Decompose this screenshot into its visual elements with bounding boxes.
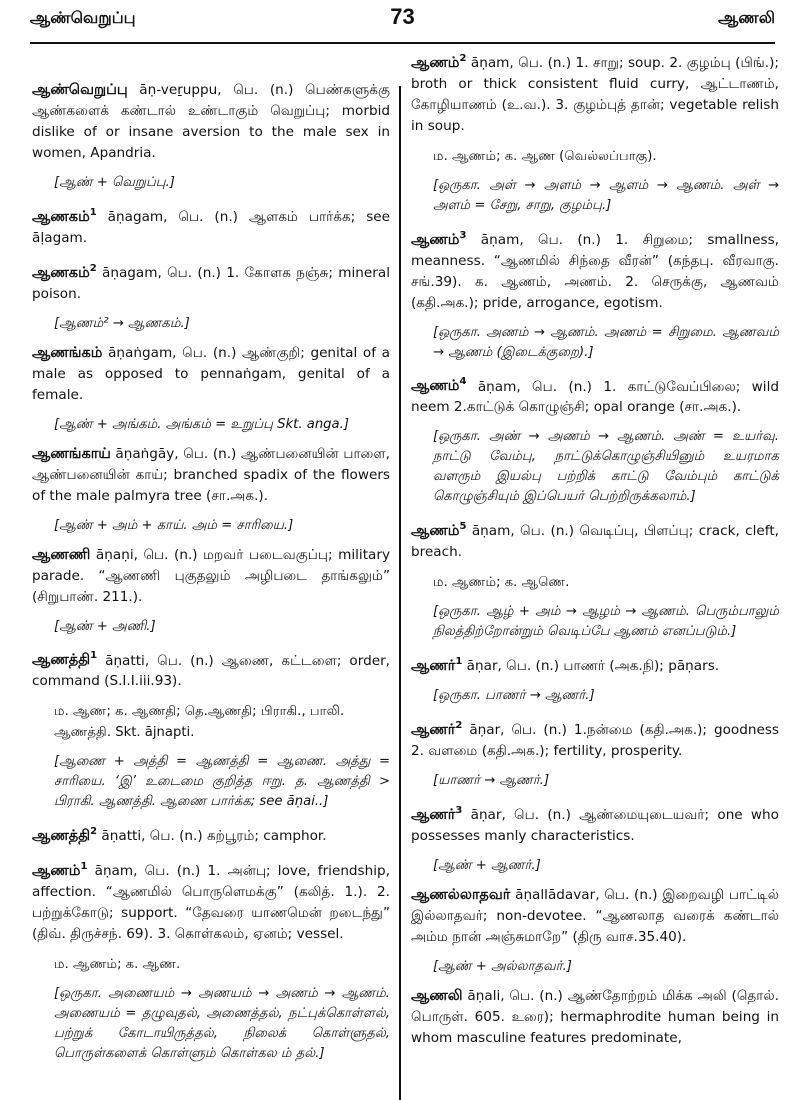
etymology-note: [ஆணம்² → ஆணகம்.]: [54, 315, 190, 331]
etymology-note: [ஒருகா. அள் → அளம் → ஆளம் → ஆணம். அள் → அளம் = சேறு, சாறு, குழம்பு.]: [433, 177, 779, 213]
definition: āṇam, பெ. (n.) 1. காட்டுவேப்பிலை; wild neem 2.காட்டுக் கொழுஞ்சி; opal orange (சா.அக.).: [411, 378, 779, 416]
dictionary-entry: [411, 48, 779, 137]
dictionary-entry: [32, 444, 390, 507]
page-number: 73: [390, 4, 415, 29]
header-rule: [30, 42, 775, 44]
definition: āṇaṅgam, பெ. (n.) ஆண்குறி; genital of a male as opposed to pennaṅgam, genital of a female.: [32, 344, 390, 403]
definition: āṇar, பெ. (n.) ஆண்மையுடையவர்; one who possesses manly characteristics.: [411, 806, 779, 844]
definition: āṇar, பெ. (n.) 1.நன்மை (கதி.அக.); goodness 2. வளமை (கதி.அக.); fertility, prosperity.: [411, 721, 780, 759]
definition: āṇagam, பெ. (n.) 1. கோளக நஞ்சு; mineral poison.: [32, 264, 390, 302]
etymology-note: [ஆண் + அணி.]: [54, 618, 156, 634]
right-column: [411, 48, 779, 1058]
headword: ஆண்வெறுப்பு: [32, 82, 128, 98]
etymology-note: [ஒருகா. அண் → அணம் → ஆணம். அண் = உயர்வு. நாட்டு வேம்பு, நாட்டுக்கொழுஞ்சியினும் உயரமாக வளரும் இயல்பு பற்றிக் காட்டு வேம்பும் காட்டுக் கொழுஞ்சியும் இப்பெயர் பெற்றிருக்கலாம்.]: [433, 429, 779, 505]
headword: ஆணம்$^5$: [411, 521, 467, 540]
definition: āṇagam, பெ. (n.) ஆளகம் பார்க்க; see āḷagam.: [32, 208, 391, 246]
definition: āṇam, பெ. (n.) 1. சாறு; soup. 2. குழம்பு (பிங்.); broth or thick consistent fluid curry, ஆட்டாணம், கோழியாணம் (உ.வ.). 3. குழம்புத் தான்; vegetable relish in soup.: [411, 54, 779, 134]
definition: āṇaṅgāy, பெ. (n.) ஆண்பனையின் பாளை, ஆண்பனையின் காய்; branched spadix of the flowers of the male palmyra tree (சா.அக.).: [32, 445, 391, 504]
dictionary-entry: [411, 372, 779, 419]
headword: ஆணல்லாதவர்: [411, 886, 511, 903]
headword: ஆணர்$^1$: [411, 656, 463, 675]
headword: ஆணலி: [411, 987, 463, 1004]
etymology-note: [ஆணை + அத்தி = ஆணத்தி = ஆணை. அத்து = சாரியை. ‘இ’ உடைமை குறித்த ஈறு. த. ஆணத்தி > பிராகி. ஆணத்தி. ஆணை பார்க்க; see āṇai..]: [54, 754, 390, 810]
dictionary-entry: [411, 516, 779, 563]
dictionary-entry: [32, 821, 390, 847]
cognates-line: ம. ஆணம்; க. ஆணெ.: [433, 575, 570, 591]
headword: ஆணம்$^1$: [32, 861, 88, 880]
dictionary-entry: [32, 646, 390, 693]
definition: āṇatti, பெ. (n.) கற்பூரம்; camphor.: [101, 828, 327, 845]
headword: ஆணங்கம்: [32, 344, 103, 361]
column-divider: [399, 86, 401, 1100]
etymology-note: [ஆண் + ஆணர்.]: [433, 857, 541, 873]
dictionary-entry: [411, 715, 779, 762]
headword: ஆணகம்$^1$: [32, 207, 97, 225]
headword: ஆணத்தி$^1$: [32, 650, 98, 669]
headword: ஆணத்தி$^2$: [32, 826, 98, 845]
etymology-note: [ஒருகா. பாணர் → ஆணர்.]: [433, 688, 595, 704]
etymology-note: [ஒருகா. அணம் → ஆணம். அணம் = சிறுமை. ஆணவம் → ஆணம் (இடைக்குறை).]: [433, 324, 779, 360]
etymology-note: [ஒருகா. அணையம் → அணயம் → அணம் → ஆணம். அணையம் = தழுவுதல், அணைத்தல், நட்புக்கொள்ளல், பற்றுக் கோடாயிருத்தல், நிலைக் கொள்ளுதல், பொருள்களைக் கொள்ளும் கொள்கல ம் தல்.]: [54, 986, 390, 1062]
dictionary-entry: [32, 545, 390, 608]
definition: āṇ-veṟuppu, பெ. (n.) பெண்களுக்கு ஆண்களைக் கண்டால் உண்டாகும் வெறுப்பு; morbid dislike of or insane aversion to the male sex in women, Apandria.: [32, 82, 390, 161]
dictionary-entry: [32, 856, 390, 945]
etymology-note: [யாணர் → ஆணர்.]: [433, 772, 550, 788]
definition: āṇallādavar, பெ. (n.) இறைவழி பாட்டில் இல்லாதவர்; non-devotee. “ஆணலாத வரைக் கண்டால் அம்ம நான் அஞ்சுமாறே” (திரு வாச.35.40).: [411, 886, 779, 945]
dictionary-entry: [411, 225, 779, 314]
definition: āṇam, பெ. (n.) 1. அன்பு; love, friendship, affection. “ஆணமில் பொருளெமக்கு” (கலித். 1.). 2. பற்றுக்கோடு; support. “தேவரை யாணமென் றடைந்து” (திவ். திருச்சந். 69). 3. கொள்கலம், ஏனம்; vessel.: [32, 863, 390, 943]
dictionary-entry: [411, 651, 779, 677]
left-column: [32, 80, 390, 1073]
dictionary-entry: [411, 885, 779, 948]
cognates-line: ம. ஆணம்; க. ஆண.: [54, 957, 181, 973]
etymology-note: [ஒருகா. ஆழ் + அம் → ஆழம் → ஆணம். பெரும்பாலும் நிலத்திற்றோன்றும் வெடிப்பே ஆணம் எனப்படும்.]: [433, 604, 779, 640]
dictionary-entry: [32, 202, 390, 249]
definition: āṇam, பெ. (n.) வெடிப்பு, பிளப்பு; crack, cleft, breach.: [411, 523, 779, 561]
definition: āṇar, பெ. (n.) பாணர் (அக.நி); pāṇars.: [466, 658, 720, 675]
dictionary-entry: [32, 343, 390, 406]
dictionary-entry: [411, 986, 779, 1049]
cognates-line: ம. ஆணம்; க. ஆண (வெல்லப்பாகு).: [433, 148, 657, 164]
headword: ஆணகம்$^2$: [32, 262, 97, 281]
dictionary-entry: [411, 800, 779, 847]
definition: āṇali, பெ. (n.) ஆண்தோற்றம் மிக்க அலி (தொல். பொருள். 605. உரை); hermaphrodite human being in whom masculine features predominate,: [411, 987, 779, 1046]
definition: āṇatti, பெ. (n.) ஆணை, கட்டளை; order, command (S.I.I.iii.93).: [32, 652, 390, 690]
headword: ஆணர்$^2$: [411, 720, 463, 738]
running-head-left: ஆண்வெறுப்பு: [30, 8, 136, 27]
dictionary-entry: [32, 80, 390, 164]
headword: ஆணம்$^2$: [411, 53, 467, 71]
headword: ஆணர்$^3$: [411, 804, 463, 823]
etymology-note: [ஆண் + அங்கம். அங்கம் = உறுப்பு Skt. anga.]: [54, 416, 349, 432]
definition: āṇam, பெ. (n.) 1. சிறுமை; smallness, meanness. “ஆணமில் சிந்தை வீரன்” (கந்தபு. வீரவாகு. சங்.39). க. ஆணம், அணம். 2. செருக்கு, ஆணவம் (கதி.அக.); pride, arrogance, egotism.: [411, 231, 779, 311]
definition: āṇaṇi, பெ. (n.) மறவர் படைவகுப்பு; military parade. “ஆணணி புகுதலும் அழிபடை தாங்கலும்” (சிறுபாண். 211.).: [32, 546, 390, 605]
dictionary-entry: [32, 258, 390, 305]
etymology-note: [ஆண் + வெறுப்பு.]: [54, 175, 175, 190]
etymology-note: [ஆண் + அம் + காய். அம் = சாரியை.]: [54, 517, 294, 533]
etymology-note: [ஆண் + அல்லாதவர்.]: [433, 958, 572, 974]
headword: ஆணணி: [32, 546, 91, 563]
headword: ஆணம்$^3$: [411, 229, 467, 248]
headword: ஆணம்$^4$: [411, 376, 467, 395]
headword: ஆணங்காய்: [32, 445, 111, 462]
page-header: [30, 0, 775, 44]
running-head-right: ஆணலி: [718, 8, 775, 27]
cognates-line: ம. ஆண; க. ஆணதி; தெ.ஆணதி; பிராகி., பாலி. ஆணத்தி. Skt. ājnapti.: [54, 704, 345, 741]
